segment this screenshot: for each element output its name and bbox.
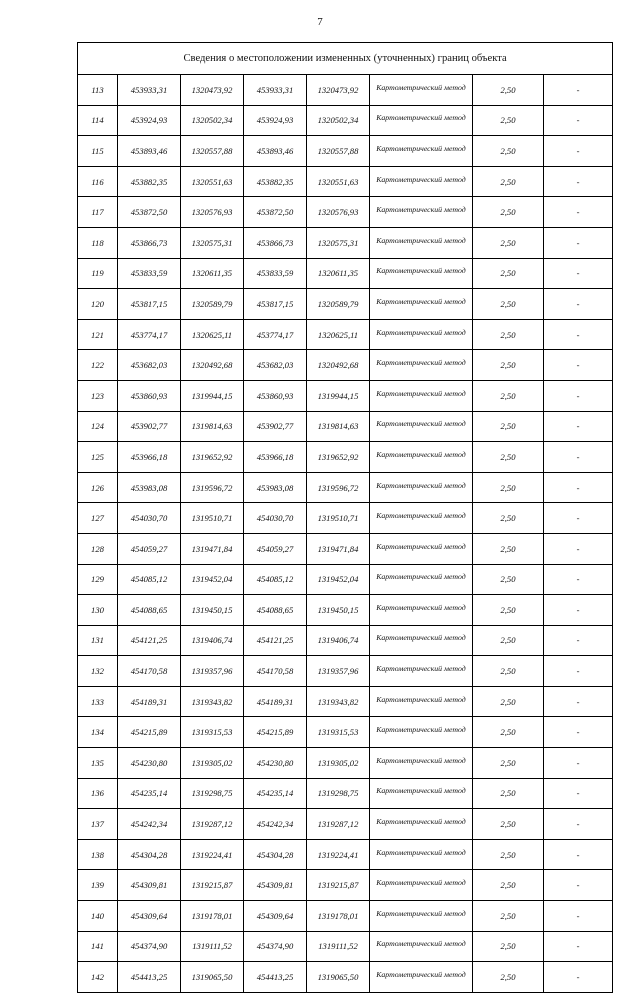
table-row xyxy=(78,411,613,442)
cell-method: Картометрический метод xyxy=(370,686,473,717)
cell-y-existing: 1319406,74 xyxy=(181,625,244,656)
cell-x-existing: 453866,73 xyxy=(118,227,181,258)
cell-y-existing: 1320625,11 xyxy=(181,319,244,350)
cell-note: - xyxy=(544,166,613,197)
cell-y-new: 1320611,35 xyxy=(307,258,370,289)
cell-method: Картометрический метод xyxy=(370,778,473,809)
cell-point-number: 138 xyxy=(78,839,118,870)
cell-precision: 2,50 xyxy=(473,748,544,779)
cell-y-existing: 1320473,92 xyxy=(181,75,244,106)
cell-point-number: 121 xyxy=(78,319,118,350)
cell-point-number: 126 xyxy=(78,472,118,503)
table-row xyxy=(78,197,613,228)
cell-precision: 2,50 xyxy=(473,717,544,748)
cell-x-existing: 454121,25 xyxy=(118,625,181,656)
cell-x-new: 453866,73 xyxy=(244,227,307,258)
cell-note: - xyxy=(544,289,613,320)
cell-x-existing: 454030,70 xyxy=(118,503,181,534)
cell-y-existing: 1319450,15 xyxy=(181,595,244,626)
cell-x-new: 454242,34 xyxy=(244,809,307,840)
cell-x-new: 453893,46 xyxy=(244,136,307,167)
cell-method: Картометрический метод xyxy=(370,319,473,350)
cell-method: Картометрический метод xyxy=(370,227,473,258)
cell-y-new: 1320575,31 xyxy=(307,227,370,258)
cell-y-existing: 1319315,53 xyxy=(181,717,244,748)
cell-y-existing: 1320551,63 xyxy=(181,166,244,197)
cell-y-existing: 1319224,41 xyxy=(181,839,244,870)
cell-y-new: 1320492,68 xyxy=(307,350,370,381)
cell-precision: 2,50 xyxy=(473,319,544,350)
cell-method: Картометрический метод xyxy=(370,839,473,870)
cell-note: - xyxy=(544,319,613,350)
table-row xyxy=(78,472,613,503)
cell-y-existing: 1319814,63 xyxy=(181,411,244,442)
cell-note: - xyxy=(544,564,613,595)
cell-x-new: 453682,03 xyxy=(244,350,307,381)
cell-point-number: 119 xyxy=(78,258,118,289)
cell-method: Картометрический метод xyxy=(370,748,473,779)
cell-x-existing: 454242,34 xyxy=(118,809,181,840)
cell-x-existing: 454235,14 xyxy=(118,778,181,809)
cell-point-number: 141 xyxy=(78,931,118,962)
cell-point-number: 117 xyxy=(78,197,118,228)
cell-x-new: 453924,93 xyxy=(244,105,307,136)
cell-x-existing: 453966,18 xyxy=(118,442,181,473)
cell-x-new: 454170,58 xyxy=(244,656,307,687)
cell-x-existing: 454189,31 xyxy=(118,686,181,717)
cell-precision: 2,50 xyxy=(473,931,544,962)
cell-y-existing: 1319178,01 xyxy=(181,901,244,932)
cell-point-number: 118 xyxy=(78,227,118,258)
cell-precision: 2,50 xyxy=(473,166,544,197)
cell-method: Картометрический метод xyxy=(370,105,473,136)
cell-note: - xyxy=(544,350,613,381)
cell-note: - xyxy=(544,656,613,687)
page-number: 7 xyxy=(317,16,323,28)
cell-point-number: 139 xyxy=(78,870,118,901)
cell-x-new: 454085,12 xyxy=(244,564,307,595)
cell-y-new: 1319510,71 xyxy=(307,503,370,534)
cell-method: Картометрический метод xyxy=(370,901,473,932)
cell-x-new: 453966,18 xyxy=(244,442,307,473)
cell-y-new: 1319357,96 xyxy=(307,656,370,687)
cell-x-new: 453872,50 xyxy=(244,197,307,228)
table-row xyxy=(78,839,613,870)
cell-x-existing: 454230,80 xyxy=(118,748,181,779)
cell-y-new: 1319298,75 xyxy=(307,778,370,809)
cell-x-new: 453882,35 xyxy=(244,166,307,197)
cell-x-existing: 454413,25 xyxy=(118,962,181,993)
table-row xyxy=(78,809,613,840)
cell-y-new: 1319452,04 xyxy=(307,564,370,595)
cell-point-number: 114 xyxy=(78,105,118,136)
cell-x-existing: 453682,03 xyxy=(118,350,181,381)
table-row xyxy=(78,564,613,595)
table-row xyxy=(78,870,613,901)
table-row xyxy=(78,136,613,167)
cell-note: - xyxy=(544,809,613,840)
cell-note: - xyxy=(544,625,613,656)
cell-note: - xyxy=(544,931,613,962)
cell-precision: 2,50 xyxy=(473,442,544,473)
cell-method: Картометрический метод xyxy=(370,258,473,289)
cell-precision: 2,50 xyxy=(473,472,544,503)
cell-x-existing: 453902,77 xyxy=(118,411,181,442)
cell-y-new: 1319215,87 xyxy=(307,870,370,901)
cell-method: Картометрический метод xyxy=(370,75,473,106)
cell-y-existing: 1319298,75 xyxy=(181,778,244,809)
cell-method: Картометрический метод xyxy=(370,350,473,381)
cell-x-new: 453817,15 xyxy=(244,289,307,320)
cell-precision: 2,50 xyxy=(473,503,544,534)
cell-method: Картометрический метод xyxy=(370,411,473,442)
table-row xyxy=(78,380,613,411)
cell-x-new: 454215,89 xyxy=(244,717,307,748)
cell-point-number: 124 xyxy=(78,411,118,442)
cell-y-existing: 1319596,72 xyxy=(181,472,244,503)
cell-precision: 2,50 xyxy=(473,870,544,901)
cell-precision: 2,50 xyxy=(473,75,544,106)
cell-x-existing: 454374,90 xyxy=(118,931,181,962)
cell-y-new: 1320551,63 xyxy=(307,166,370,197)
cell-note: - xyxy=(544,442,613,473)
cell-method: Картометрический метод xyxy=(370,533,473,564)
cell-method: Картометрический метод xyxy=(370,564,473,595)
cell-y-new: 1319111,52 xyxy=(307,931,370,962)
cell-x-new: 454413,25 xyxy=(244,962,307,993)
cell-point-number: 133 xyxy=(78,686,118,717)
cell-y-new: 1320589,79 xyxy=(307,289,370,320)
cell-note: - xyxy=(544,533,613,564)
cell-y-new: 1319065,50 xyxy=(307,962,370,993)
cell-method: Картометрический метод xyxy=(370,197,473,228)
cell-precision: 2,50 xyxy=(473,962,544,993)
cell-note: - xyxy=(544,595,613,626)
cell-y-new: 1320502,34 xyxy=(307,105,370,136)
cell-method: Картометрический метод xyxy=(370,595,473,626)
cell-precision: 2,50 xyxy=(473,809,544,840)
cell-point-number: 135 xyxy=(78,748,118,779)
cell-note: - xyxy=(544,380,613,411)
cell-note: - xyxy=(544,258,613,289)
cell-precision: 2,50 xyxy=(473,289,544,320)
table-row xyxy=(78,166,613,197)
cell-x-new: 454030,70 xyxy=(244,503,307,534)
cell-x-existing: 454304,28 xyxy=(118,839,181,870)
cell-method: Картометрический метод xyxy=(370,503,473,534)
table-row xyxy=(78,717,613,748)
table-row xyxy=(78,778,613,809)
cell-point-number: 136 xyxy=(78,778,118,809)
cell-y-new: 1320473,92 xyxy=(307,75,370,106)
boundary-coordinates-table xyxy=(77,42,613,993)
cell-x-existing: 453817,15 xyxy=(118,289,181,320)
cell-x-existing: 454309,81 xyxy=(118,870,181,901)
cell-x-new: 454189,31 xyxy=(244,686,307,717)
cell-precision: 2,50 xyxy=(473,839,544,870)
cell-x-new: 454309,81 xyxy=(244,870,307,901)
cell-x-existing: 454085,12 xyxy=(118,564,181,595)
table-row xyxy=(78,442,613,473)
table-row xyxy=(78,625,613,656)
cell-precision: 2,50 xyxy=(473,411,544,442)
cell-y-new: 1319814,63 xyxy=(307,411,370,442)
cell-note: - xyxy=(544,136,613,167)
cell-y-new: 1319450,15 xyxy=(307,595,370,626)
cell-y-new: 1319406,74 xyxy=(307,625,370,656)
cell-x-new: 454304,28 xyxy=(244,839,307,870)
cell-x-existing: 453774,17 xyxy=(118,319,181,350)
cell-precision: 2,50 xyxy=(473,778,544,809)
cell-point-number: 122 xyxy=(78,350,118,381)
cell-y-existing: 1320502,34 xyxy=(181,105,244,136)
cell-y-existing: 1319065,50 xyxy=(181,962,244,993)
table-row xyxy=(78,533,613,564)
cell-note: - xyxy=(544,839,613,870)
cell-x-existing: 453924,93 xyxy=(118,105,181,136)
cell-x-new: 454309,64 xyxy=(244,901,307,932)
cell-precision: 2,50 xyxy=(473,901,544,932)
cell-x-new: 454230,80 xyxy=(244,748,307,779)
cell-x-existing: 453860,93 xyxy=(118,380,181,411)
cell-y-existing: 1319357,96 xyxy=(181,656,244,687)
cell-y-new: 1319287,12 xyxy=(307,809,370,840)
cell-precision: 2,50 xyxy=(473,105,544,136)
cell-y-existing: 1319471,84 xyxy=(181,533,244,564)
cell-y-existing: 1319111,52 xyxy=(181,931,244,962)
cell-y-existing: 1319652,92 xyxy=(181,442,244,473)
table-row xyxy=(78,686,613,717)
cell-note: - xyxy=(544,778,613,809)
cell-note: - xyxy=(544,717,613,748)
cell-y-existing: 1319305,02 xyxy=(181,748,244,779)
table-title: Сведения о местоположении измененных (уточненных) границ объекта xyxy=(78,43,613,75)
cell-point-number: 140 xyxy=(78,901,118,932)
table-row xyxy=(78,503,613,534)
table-row xyxy=(78,350,613,381)
cell-x-new: 454059,27 xyxy=(244,533,307,564)
cell-x-new: 453833,59 xyxy=(244,258,307,289)
table-row xyxy=(78,227,613,258)
cell-method: Картометрический метод xyxy=(370,166,473,197)
table-row xyxy=(78,656,613,687)
cell-note: - xyxy=(544,686,613,717)
cell-point-number: 127 xyxy=(78,503,118,534)
cell-x-new: 454121,25 xyxy=(244,625,307,656)
cell-y-new: 1320576,93 xyxy=(307,197,370,228)
cell-x-new: 453902,77 xyxy=(244,411,307,442)
cell-method: Картометрический метод xyxy=(370,442,473,473)
cell-x-new: 454374,90 xyxy=(244,931,307,962)
cell-method: Картометрический метод xyxy=(370,962,473,993)
cell-point-number: 120 xyxy=(78,289,118,320)
cell-precision: 2,50 xyxy=(473,625,544,656)
cell-method: Картометрический метод xyxy=(370,656,473,687)
cell-note: - xyxy=(544,75,613,106)
cell-x-new: 453983,08 xyxy=(244,472,307,503)
cell-precision: 2,50 xyxy=(473,564,544,595)
cell-point-number: 142 xyxy=(78,962,118,993)
cell-point-number: 129 xyxy=(78,564,118,595)
cell-method: Картометрический метод xyxy=(370,136,473,167)
table-row xyxy=(78,105,613,136)
cell-precision: 2,50 xyxy=(473,197,544,228)
cell-point-number: 115 xyxy=(78,136,118,167)
cell-precision: 2,50 xyxy=(473,350,544,381)
table-row xyxy=(78,901,613,932)
cell-y-new: 1319652,92 xyxy=(307,442,370,473)
cell-x-new: 453933,31 xyxy=(244,75,307,106)
table-row xyxy=(78,75,613,106)
cell-point-number: 134 xyxy=(78,717,118,748)
cell-x-existing: 453893,46 xyxy=(118,136,181,167)
cell-point-number: 131 xyxy=(78,625,118,656)
cell-x-existing: 453933,31 xyxy=(118,75,181,106)
cell-point-number: 130 xyxy=(78,595,118,626)
cell-y-existing: 1320575,31 xyxy=(181,227,244,258)
cell-x-existing: 454215,89 xyxy=(118,717,181,748)
cell-x-existing: 453872,50 xyxy=(118,197,181,228)
cell-y-existing: 1320589,79 xyxy=(181,289,244,320)
cell-point-number: 116 xyxy=(78,166,118,197)
cell-method: Картометрический метод xyxy=(370,289,473,320)
cell-note: - xyxy=(544,901,613,932)
cell-x-new: 454088,65 xyxy=(244,595,307,626)
cell-note: - xyxy=(544,472,613,503)
table-row xyxy=(78,931,613,962)
cell-point-number: 125 xyxy=(78,442,118,473)
cell-point-number: 113 xyxy=(78,75,118,106)
cell-y-new: 1319343,82 xyxy=(307,686,370,717)
cell-point-number: 137 xyxy=(78,809,118,840)
cell-x-existing: 453882,35 xyxy=(118,166,181,197)
cell-precision: 2,50 xyxy=(473,258,544,289)
cell-precision: 2,50 xyxy=(473,227,544,258)
cell-method: Картометрический метод xyxy=(370,931,473,962)
cell-note: - xyxy=(544,503,613,534)
cell-note: - xyxy=(544,197,613,228)
table-row xyxy=(78,962,613,993)
cell-method: Картометрический метод xyxy=(370,625,473,656)
cell-x-existing: 453983,08 xyxy=(118,472,181,503)
cell-note: - xyxy=(544,962,613,993)
cell-precision: 2,50 xyxy=(473,595,544,626)
cell-y-new: 1319178,01 xyxy=(307,901,370,932)
cell-y-new: 1320557,88 xyxy=(307,136,370,167)
cell-y-existing: 1320557,88 xyxy=(181,136,244,167)
cell-y-existing: 1319215,87 xyxy=(181,870,244,901)
cell-y-new: 1320625,11 xyxy=(307,319,370,350)
cell-precision: 2,50 xyxy=(473,533,544,564)
table-row xyxy=(78,258,613,289)
cell-y-existing: 1319452,04 xyxy=(181,564,244,595)
cell-y-existing: 1319510,71 xyxy=(181,503,244,534)
cell-point-number: 128 xyxy=(78,533,118,564)
table-row xyxy=(78,289,613,320)
cell-note: - xyxy=(544,411,613,442)
cell-x-existing: 454059,27 xyxy=(118,533,181,564)
cell-y-existing: 1319944,15 xyxy=(181,380,244,411)
table-row xyxy=(78,319,613,350)
cell-x-existing: 453833,59 xyxy=(118,258,181,289)
cell-point-number: 132 xyxy=(78,656,118,687)
cell-y-new: 1319315,53 xyxy=(307,717,370,748)
cell-y-new: 1319224,41 xyxy=(307,839,370,870)
cell-method: Картометрический метод xyxy=(370,870,473,901)
cell-y-existing: 1319343,82 xyxy=(181,686,244,717)
cell-note: - xyxy=(544,105,613,136)
cell-x-new: 453774,17 xyxy=(244,319,307,350)
table-row xyxy=(78,748,613,779)
cell-y-existing: 1320492,68 xyxy=(181,350,244,381)
cell-note: - xyxy=(544,748,613,779)
cell-note: - xyxy=(544,870,613,901)
cell-y-new: 1319596,72 xyxy=(307,472,370,503)
cell-precision: 2,50 xyxy=(473,686,544,717)
cell-note: - xyxy=(544,227,613,258)
cell-method: Картометрический метод xyxy=(370,380,473,411)
cell-y-existing: 1320611,35 xyxy=(181,258,244,289)
cell-x-new: 454235,14 xyxy=(244,778,307,809)
cell-x-existing: 454170,58 xyxy=(118,656,181,687)
cell-y-existing: 1319287,12 xyxy=(181,809,244,840)
table-row xyxy=(78,595,613,626)
cell-x-existing: 454088,65 xyxy=(118,595,181,626)
cell-method: Картометрический метод xyxy=(370,809,473,840)
cell-precision: 2,50 xyxy=(473,656,544,687)
cell-point-number: 123 xyxy=(78,380,118,411)
cell-x-new: 453860,93 xyxy=(244,380,307,411)
cell-y-new: 1319944,15 xyxy=(307,380,370,411)
cell-y-new: 1319471,84 xyxy=(307,533,370,564)
cell-method: Картометрический метод xyxy=(370,717,473,748)
cell-y-new: 1319305,02 xyxy=(307,748,370,779)
cell-x-existing: 454309,64 xyxy=(118,901,181,932)
cell-method: Картометрический метод xyxy=(370,472,473,503)
cell-precision: 2,50 xyxy=(473,136,544,167)
cell-precision: 2,50 xyxy=(473,380,544,411)
table-title-row xyxy=(78,43,613,75)
cell-y-existing: 1320576,93 xyxy=(181,197,244,228)
